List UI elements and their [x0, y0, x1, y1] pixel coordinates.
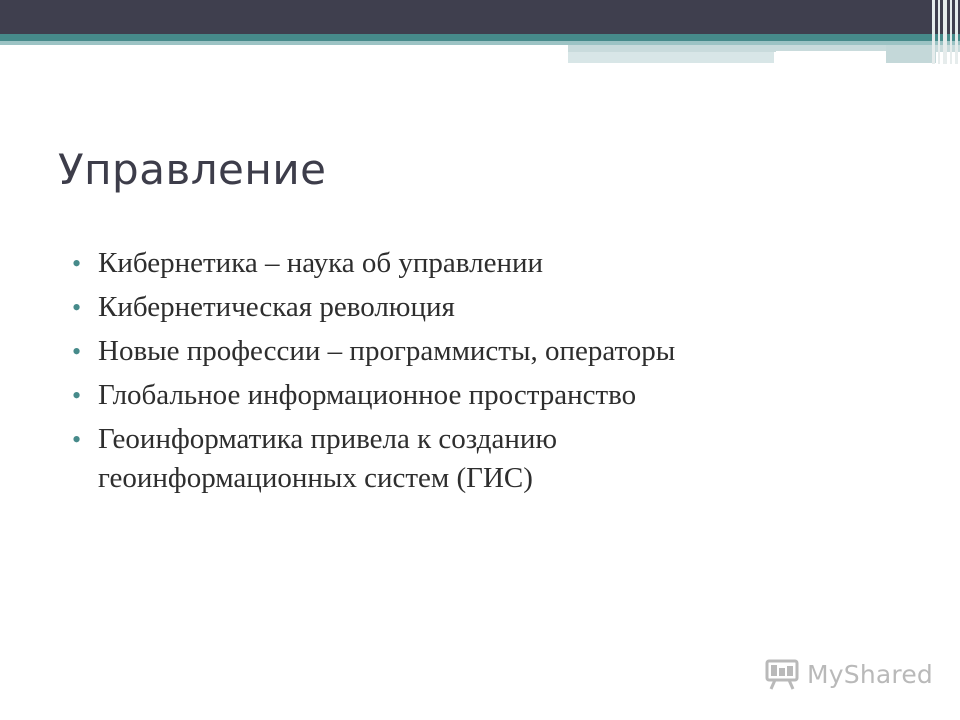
bullet-item [72, 376, 932, 415]
bullet-dot-icon: • [72, 425, 82, 454]
header-teal-band [0, 34, 960, 41]
bullet-text: Кибернетическая революция [98, 291, 455, 323]
bullet-item [72, 288, 932, 327]
header-grey-block [886, 45, 936, 63]
bullet-dot-icon: • [72, 249, 82, 278]
bullet-dot-icon: • [72, 293, 82, 322]
bullet-text: Геоинформатика привела к созданию геоинформационных систем (ГИС) [98, 423, 558, 494]
bullet-list [72, 244, 932, 503]
bullet-item [72, 244, 932, 283]
slide-title: Управление [58, 145, 327, 194]
myshared-watermark [765, 654, 933, 694]
header-white-line [776, 51, 886, 53]
presentation-board-icon [765, 658, 799, 690]
header-dark-band [0, 0, 960, 34]
bullet-dot-icon: • [72, 381, 82, 410]
bullet-text: Новые профессии – программисты, операторы [98, 335, 676, 367]
bullet-text: Глобальное информационное пространство [98, 379, 637, 411]
bullet-item [72, 332, 738, 371]
header-vertical-stripes [930, 0, 960, 64]
bullet-item [72, 420, 798, 498]
header-grey-strip-lower [568, 52, 774, 63]
watermark-text: MyShared [807, 659, 933, 689]
bullet-text: Кибернетика – наука об управлении [98, 247, 544, 279]
bullet-dot-icon: • [72, 337, 82, 366]
